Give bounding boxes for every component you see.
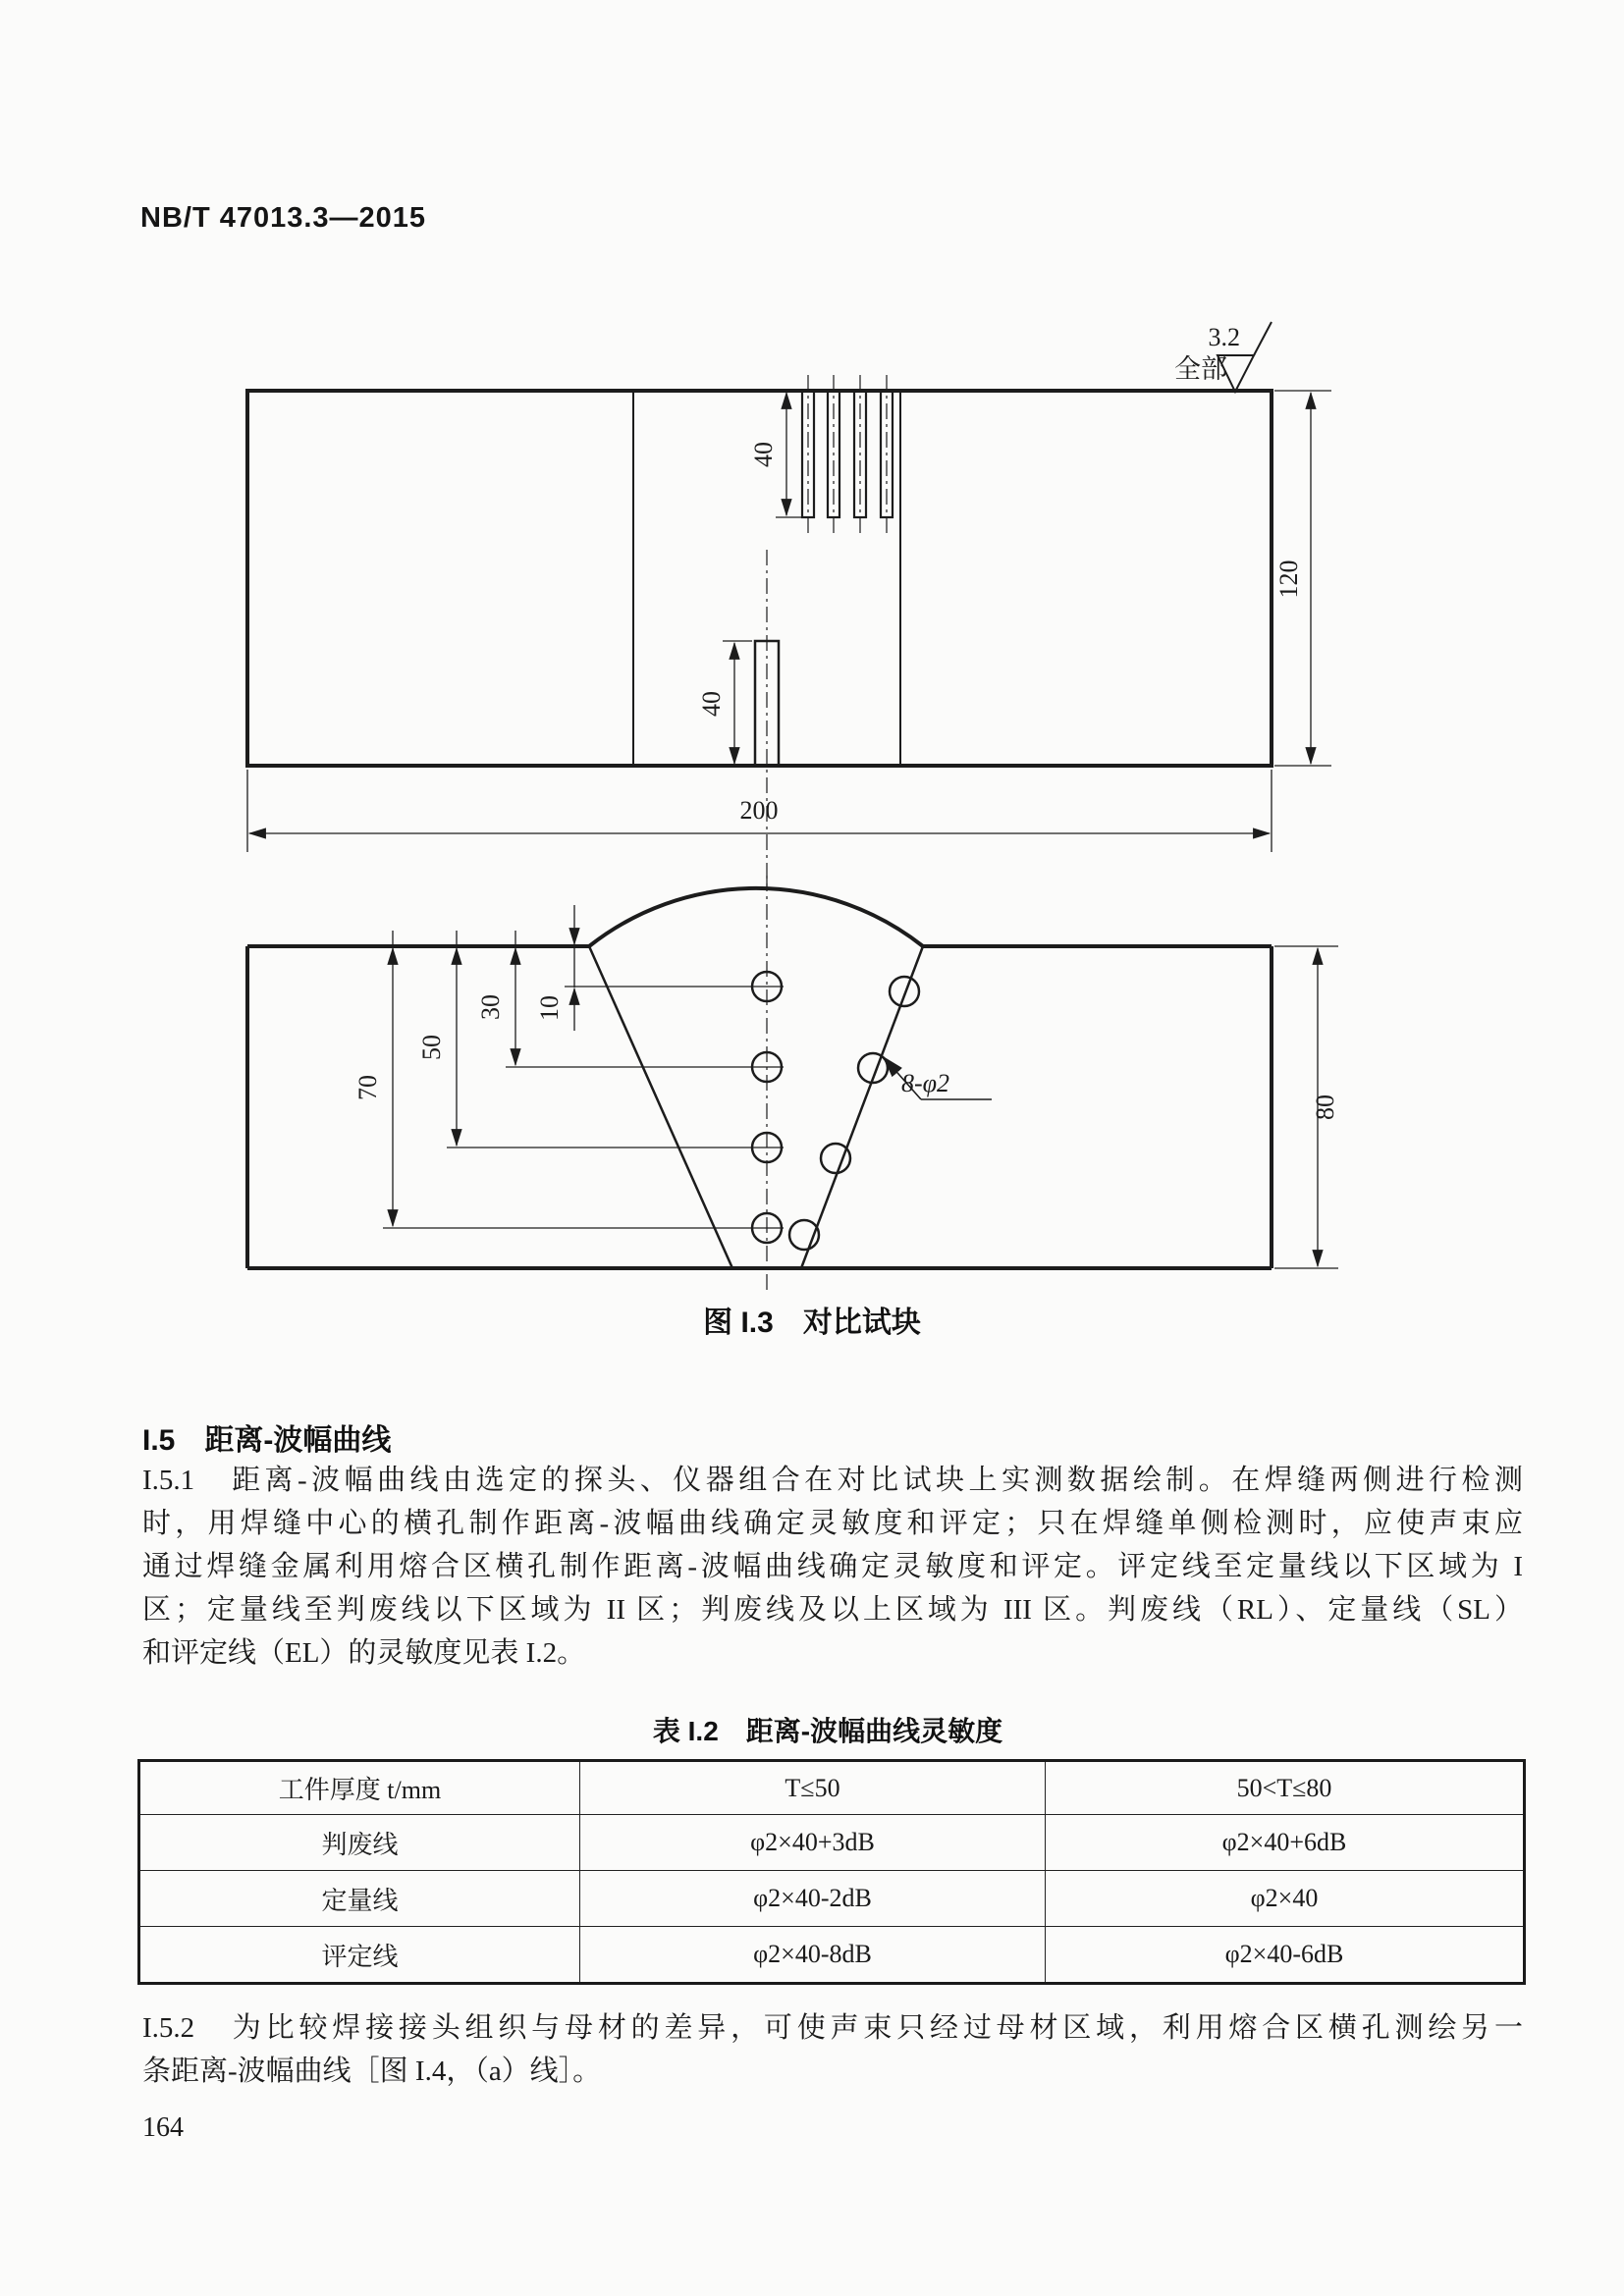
surface-finish-scope-label: 全部	[1174, 354, 1227, 384]
table-cell: φ2×40+6dB	[1046, 1815, 1525, 1871]
paragraph-151-line: 通过焊缝金属利用熔合区横孔制作距离-波幅曲线确定灵敏度和评定。评定线至定量线以下区域为 I	[142, 1551, 1523, 1582]
dim-label-30: 30	[476, 994, 505, 1020]
dim-40-top-slots	[776, 393, 801, 517]
dim-label-40-center: 40	[697, 691, 726, 717]
dim-label-50: 50	[417, 1035, 446, 1060]
dim-label-80: 80	[1311, 1095, 1339, 1120]
dim-label-200: 200	[739, 796, 779, 825]
section-view-outline	[247, 888, 1272, 1268]
paragraph-151	[142, 1459, 1523, 1675]
table-cell: φ2×40-2dB	[580, 1871, 1046, 1927]
table-title: 表 I.2 距离-波幅曲线灵敏度	[652, 1716, 1003, 1746]
table-cell: φ2×40-6dB	[1046, 1927, 1525, 1984]
holes-callout-label: 8-φ2	[901, 1069, 950, 1097]
table-row	[139, 1871, 1525, 1927]
dim-label-120: 120	[1274, 560, 1303, 599]
surface-roughness-value: 3.2	[1208, 323, 1240, 351]
sensitivity-table	[137, 1759, 1526, 1985]
top-slot-group	[802, 391, 893, 517]
dim-40-center-slot	[723, 641, 752, 764]
paragraph-152	[142, 2006, 1523, 2093]
table-row	[139, 1927, 1525, 1984]
paragraph-151-line: 区；定量线至判废线以下区域为 II 区；判废线及以上区域为 III 区。判废线（RL）、定量线（SL）	[142, 1594, 1523, 1626]
figure-i3-drawing	[0, 294, 1624, 1335]
table-row	[139, 1815, 1525, 1871]
table-cell: φ2×40+3dB	[580, 1815, 1046, 1871]
side-drilled-holes	[752, 972, 919, 1250]
table-cell: 判废线	[139, 1815, 580, 1871]
dim-label-10: 10	[535, 995, 564, 1021]
paragraph-151-line: I.5.1 距离-波幅曲线由选定的探头、仪器组合在对比试块上实测数据绘制。在焊缝两侧进行检测	[142, 1465, 1523, 1496]
dim-label-40-top: 40	[749, 442, 778, 467]
figure-caption: 图 I.3 对比试块	[703, 1307, 921, 1339]
paragraph-151-line: 和评定线（EL）的灵敏度见表 I.2。	[142, 1637, 586, 1669]
table-header-cell: 50<T≤80	[1046, 1761, 1525, 1815]
table-header-cell: T≤50	[580, 1761, 1046, 1815]
top-slot-centerlines	[808, 375, 887, 535]
page-number: 164	[142, 2112, 184, 2143]
document-number-header: NB/T 47013.3—2015	[140, 202, 427, 234]
paragraph-151-line: 时，用焊缝中心的横孔制作距离-波幅曲线确定灵敏度和评定；只在焊缝单侧检测时，应使声束应	[142, 1508, 1523, 1539]
weld-fusion-lines	[589, 946, 923, 1268]
paragraph-152-line: I.5.2 为比较焊接接头组织与母材的差异，可使声束只经过母材区域，利用熔合区横孔测绘另一	[142, 2012, 1523, 2044]
table-cell: φ2×40-8dB	[580, 1927, 1046, 1984]
paragraph-152-line: 条距离-波幅曲线［图 I.4，（a）线］。	[142, 2056, 602, 2087]
weld-cap-arc	[589, 888, 923, 946]
table-cell: 定量线	[139, 1871, 580, 1927]
dim-label-70: 70	[353, 1075, 382, 1100]
section-heading: I.5 距离-波幅曲线	[142, 1424, 392, 1457]
table-cell: φ2×40	[1046, 1871, 1525, 1927]
table-cell: 评定线	[139, 1927, 580, 1984]
table-header-row	[139, 1761, 1525, 1815]
table-header-cell: 工件厚度 t/mm	[139, 1761, 580, 1815]
hole-extension-lines	[383, 987, 784, 1228]
